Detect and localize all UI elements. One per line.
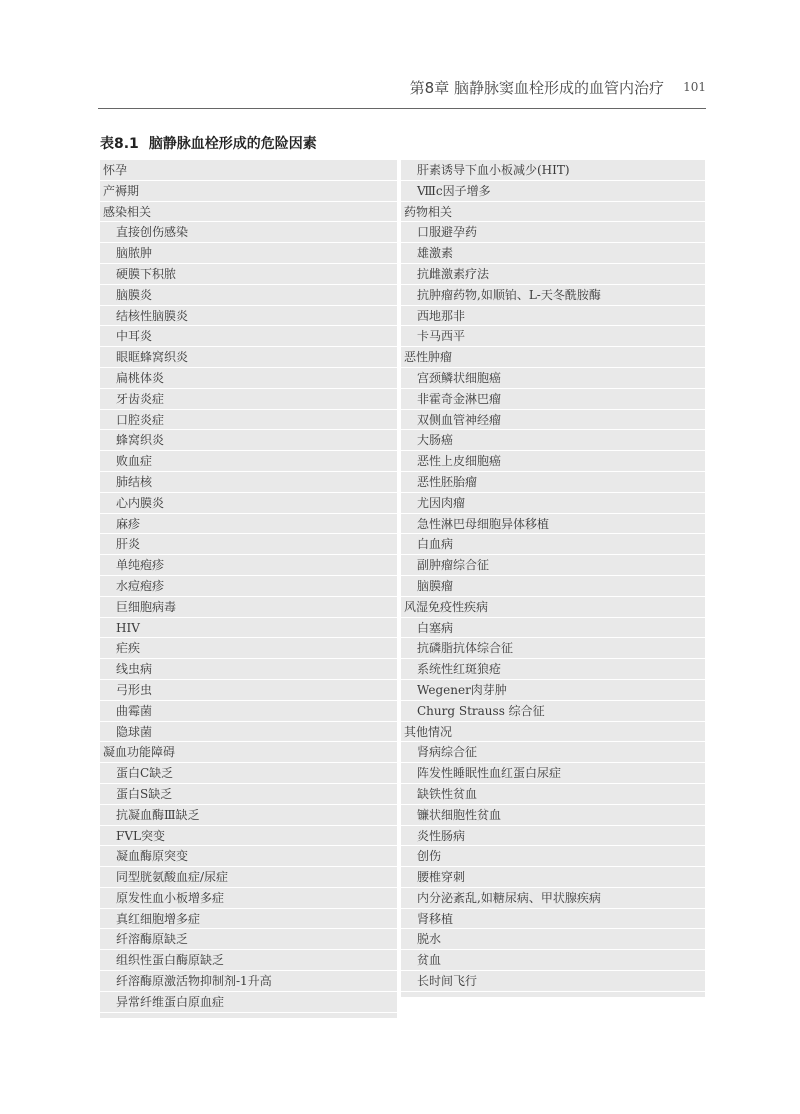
table-row: 蛋白C缺乏 xyxy=(100,763,397,784)
chapter-title: 第8章 脑静脉窦血栓形成的血管内治疗 xyxy=(409,78,664,97)
table-row: 扁桃体炎 xyxy=(100,368,397,389)
table-row: 非霍奇金淋巴瘤 xyxy=(401,389,705,410)
table-row: 肝素诱导下血小板减少(HIT) xyxy=(401,160,705,181)
table-row: 心内膜炎 xyxy=(100,493,397,514)
table-right-column xyxy=(401,160,705,997)
category-row: 凝血功能障碍 xyxy=(100,742,397,763)
table-row: 肾移植 xyxy=(401,909,705,930)
category-row: 感染相关 xyxy=(100,202,397,223)
table-row: 隐球菌 xyxy=(100,722,397,743)
table-row: 脱水 xyxy=(401,929,705,950)
table-row: 脑膜炎 xyxy=(100,285,397,306)
table-row: 白塞病 xyxy=(401,618,705,639)
table-row: 系统性红斑狼疮 xyxy=(401,659,705,680)
table-row: 纤溶酶原缺乏 xyxy=(100,929,397,950)
table-row: 凝血酶原突变 xyxy=(100,846,397,867)
table-row: 长时间飞行 xyxy=(401,971,705,992)
table-row: 恶性上皮细胞癌 xyxy=(401,451,705,472)
page-number: 101 xyxy=(683,80,706,94)
table-row: 蛋白S缺乏 xyxy=(100,784,397,805)
table-number: 表8.1 xyxy=(100,136,139,152)
table-caption xyxy=(100,133,317,153)
table-row: Wegener肉芽肿 xyxy=(401,680,705,701)
table-row: 脑膜瘤 xyxy=(401,576,705,597)
table-row: 抗雌激素疗法 xyxy=(401,264,705,285)
table-row: 中耳炎 xyxy=(100,326,397,347)
table-title: 脑静脉血栓形成的危险因素 xyxy=(148,136,317,152)
table-row: 抗凝血酶Ⅲ缺乏 xyxy=(100,805,397,826)
table-row: 弓形虫 xyxy=(100,680,397,701)
table-row: 抗肿瘤药物,如顺铂、L-天冬酰胺酶 xyxy=(401,285,705,306)
table-row: 原发性血小板增多症 xyxy=(100,888,397,909)
table-row: 蜂窝织炎 xyxy=(100,430,397,451)
table-row: 抗磷脂抗体综合征 xyxy=(401,638,705,659)
category-row: 恶性肿瘤 xyxy=(401,347,705,368)
table-row: 牙齿炎症 xyxy=(100,389,397,410)
table-row: 水痘疱疹 xyxy=(100,576,397,597)
table-row: 缺铁性贫血 xyxy=(401,784,705,805)
table-row: 肺结核 xyxy=(100,472,397,493)
category-row: 产褥期 xyxy=(100,181,397,202)
table-row: 线虫病 xyxy=(100,659,397,680)
table-row: 副肿瘤综合征 xyxy=(401,555,705,576)
table-row: 白血病 xyxy=(401,534,705,555)
table-row: HIV xyxy=(100,618,397,639)
running-header xyxy=(98,76,706,98)
table-row: 口腔炎症 xyxy=(100,410,397,431)
table-row: 双侧血管神经瘤 xyxy=(401,410,705,431)
table-row: 结核性脑膜炎 xyxy=(100,306,397,327)
table-row: 同型胱氨酸血症/尿症 xyxy=(100,867,397,888)
table-row: 雄激素 xyxy=(401,243,705,264)
table-row: 巨细胞病毒 xyxy=(100,597,397,618)
table-row: 硬膜下积脓 xyxy=(100,264,397,285)
table-row: 败血症 xyxy=(100,451,397,472)
table-row: 直接创伤感染 xyxy=(100,222,397,243)
table-row: Ⅷc因子增多 xyxy=(401,181,705,202)
table-row: 炎性肠病 xyxy=(401,826,705,847)
table-row: 大肠癌 xyxy=(401,430,705,451)
header-rule xyxy=(98,108,706,109)
table-row: 镰状细胞性贫血 xyxy=(401,805,705,826)
table-left-column xyxy=(100,160,397,1018)
category-row: 药物相关 xyxy=(401,202,705,223)
category-row: 怀孕 xyxy=(100,160,397,181)
table-row: 西地那非 xyxy=(401,306,705,327)
table-row: 腰椎穿刺 xyxy=(401,867,705,888)
table-row: 真红细胞增多症 xyxy=(100,909,397,930)
table-row: 疟疾 xyxy=(100,638,397,659)
table-row: 阵发性睡眠性血红蛋白尿症 xyxy=(401,763,705,784)
table-row: 眼眶蜂窝织炎 xyxy=(100,347,397,368)
table-row: 肾病综合征 xyxy=(401,742,705,763)
table-row: 单纯疱疹 xyxy=(100,555,397,576)
table-row: 恶性胚胎瘤 xyxy=(401,472,705,493)
table-row: Churg Strauss 综合征 xyxy=(401,701,705,722)
table-row: 内分泌紊乱,如糖尿病、甲状腺疾病 xyxy=(401,888,705,909)
category-row: 风湿免疫性疾病 xyxy=(401,597,705,618)
table-row: 曲霉菌 xyxy=(100,701,397,722)
table-row: 尤因肉瘤 xyxy=(401,493,705,514)
table-row: 组织性蛋白酶原缺乏 xyxy=(100,950,397,971)
category-row: 其他情况 xyxy=(401,722,705,743)
table-row: 口服避孕药 xyxy=(401,222,705,243)
table-row: 脑脓肿 xyxy=(100,243,397,264)
table-row: 肝炎 xyxy=(100,534,397,555)
table-row: 异常纤维蛋白原血症 xyxy=(100,992,397,1013)
table-row: 急性淋巴母细胞异体移植 xyxy=(401,514,705,535)
table-row: 卡马西平 xyxy=(401,326,705,347)
table-row: 贫血 xyxy=(401,950,705,971)
table-row: 宫颈鳞状细胞癌 xyxy=(401,368,705,389)
table-row: FVL突变 xyxy=(100,826,397,847)
table-row: 麻疹 xyxy=(100,514,397,535)
table-row: 创伤 xyxy=(401,846,705,867)
table-row: 纤溶酶原激活物抑制剂-1升高 xyxy=(100,971,397,992)
